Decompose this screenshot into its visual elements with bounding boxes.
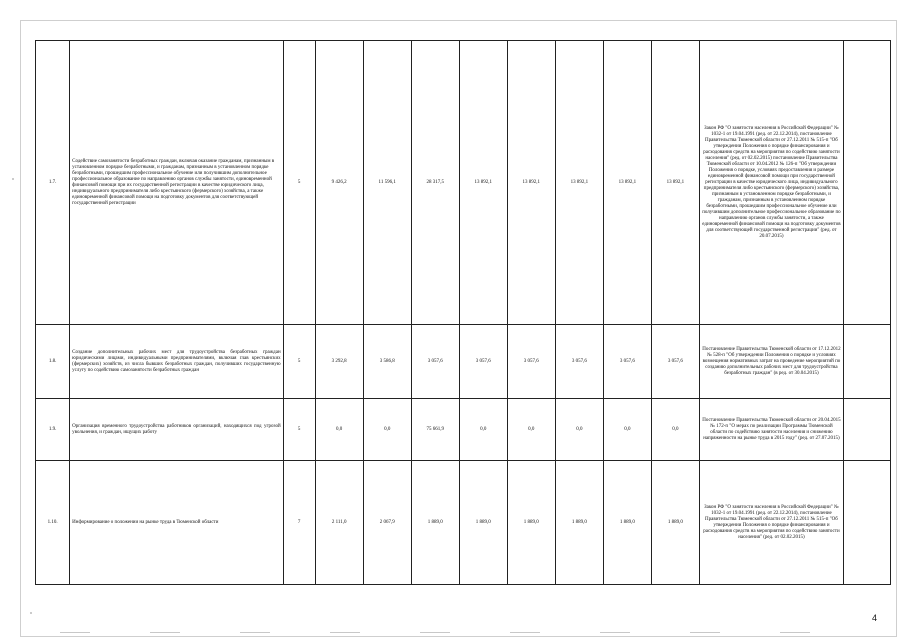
measure-description: Создание дополнительных рабочих мест для трудоустройства безработных граждан юридическими лицами, индивидуальными предпринимателями, включая глав крестьянских (фермерских) хозяйств, из числа бывших безработных граждан, получивших государственную услугу по содействию самозанятости безработных граждан <box>70 325 283 399</box>
amount-cell: 0,0 <box>363 399 411 461</box>
amount-cell: 13 892,1 <box>651 41 699 325</box>
amount-cell: 0,0 <box>555 399 603 461</box>
row-number: 1.7. <box>36 41 70 325</box>
row-number: 1.10. <box>36 461 70 585</box>
amount-cell: 13 892,1 <box>459 41 507 325</box>
empty-cell <box>843 325 890 399</box>
amount-cell: 28 317,5 <box>411 41 459 325</box>
measure-code: 7 <box>283 461 315 585</box>
amount-cell: 1 889,0 <box>411 461 459 585</box>
amount-cell: 13 892,1 <box>507 41 555 325</box>
measure-code: 5 <box>283 41 315 325</box>
amount-cell: 1 889,0 <box>459 461 507 585</box>
amount-cell: 13 892,1 <box>603 41 651 325</box>
amount-cell: 0,0 <box>315 399 363 461</box>
scan-artifact <box>60 632 90 633</box>
amount-cell: 1 889,0 <box>603 461 651 585</box>
table-row <box>36 41 891 325</box>
amount-cell: 3 057,6 <box>603 325 651 399</box>
amount-cell: 3 057,6 <box>651 325 699 399</box>
scan-artifact <box>12 178 14 180</box>
legal-basis: Закон РФ "О занятости населения в Российской Федерации" № 1032-1 от 19.04.1991 (ред. от 22.12.2014), постановление Правительства Тюменской области от 27.12.2011 № 515-п "Об утверждении Положения о порядке финансирования и расходования средств на мероприятия по содействию занятости населения" (ред. от 02.02.2015) постановление Правительства Тюменской области от 10.04.2012 № 126-п "Об утверждении Положения о порядке, условиях предоставления и размере единовременной финансовой помощи при государственной регистрации в качестве юридического лица, индивидуального предпринимателя либо крестьянского (фермерского) хозяйства, признанным в установленном порядке безработными, и гражданам, признанным в установленном порядке безработными, прошедшим профессиональное обучение или получившим дополнительное профессиональное образование по направлению органов службы занятости, а также единовременной финансовой помощи на подготовку документов для соответствующей государственной регистрации" (ред. от 20.07.2015) <box>699 41 843 325</box>
amount-cell: 3 057,6 <box>411 325 459 399</box>
amount-cell: 75 661,9 <box>411 399 459 461</box>
amount-cell: 1 889,0 <box>507 461 555 585</box>
amount-cell: 0,0 <box>651 399 699 461</box>
amount-cell: 3 057,6 <box>555 325 603 399</box>
amount-cell: 0,0 <box>507 399 555 461</box>
empty-cell <box>843 41 890 325</box>
amount-cell: 0,0 <box>603 399 651 461</box>
scan-artifact <box>690 632 720 633</box>
amount-cell: 1 889,0 <box>555 461 603 585</box>
amount-cell: 3 057,6 <box>507 325 555 399</box>
legal-basis: Закон РФ "О занятости населения в Российской Федерации" № 1032-1 от 19.04.1991 (ред. от 22.12.2014), постановление Правительства Тюменской области от 27.12.2011 № 515-п "Об утверждении Положения о порядке финансирования и расходования средств на мероприятия по содействию занятости населения" (ред. от 02.02.2015) <box>699 461 843 585</box>
page-number: 4 <box>871 613 877 623</box>
amount-cell: 13 892,1 <box>555 41 603 325</box>
table-row <box>36 325 891 399</box>
measure-description: Содействие самозанятости безработных граждан, включая оказание гражданам, признанным в установленном порядке безработными, и гражданам, признанным в установленном порядке безработными, прошедшим профессиональное обучение или получившим дополнительное профессиональное образование по направлению органов службы занятости, единовременной финансовой помощи при их государственной регистрации в качестве юридического лица, индивидуального предпринимателя либо крестьянского (фермерского) хозяйства, а также единовременной финансовой помощи на подготовку документов для соответствующей государственной регистрации <box>70 41 283 325</box>
measure-code: 5 <box>283 325 315 399</box>
scan-artifact <box>240 632 270 633</box>
scan-artifact <box>420 632 450 633</box>
legal-basis: Постановление Правительства Тюменской области от 17.12.2012 № 528-п "Об утверждении Положения о порядке и условиях возмещения нормативных затрат на проведение мероприятий по созданию дополнительных рабочих мест для трудоустройства безработных граждан" (в ред. от 30.04.2015) <box>699 325 843 399</box>
row-number: 1.8. <box>36 325 70 399</box>
measure-description: Информирование о положении на рынке труда в Тюменской области <box>70 461 283 585</box>
amount-cell: 2 067,9 <box>363 461 411 585</box>
empty-cell <box>843 399 890 461</box>
scan-artifact <box>150 632 180 633</box>
legal-basis: Постановление Правительства Тюменской области от 20.04.2015 № 172-п "О мерах по реализации Программы Тюменской области по содействию занятости населения и снижению напряженности на рынке труда в 2015 году" (ред. от 27.07.2015) <box>699 399 843 461</box>
program-measures-table <box>35 40 891 585</box>
scan-artifact <box>780 632 810 633</box>
measure-description: Организация временного трудоустройства работников организаций, находящихся под угрозой увольнения, и граждан, ищущих работу <box>70 399 283 461</box>
amount-cell: 1 889,0 <box>651 461 699 585</box>
table-row <box>36 461 891 585</box>
table-row <box>36 399 891 461</box>
scan-artifact <box>600 632 630 633</box>
amount-cell: 9 426,2 <box>315 41 363 325</box>
scan-artifact <box>30 612 32 614</box>
amount-cell: 3 057,6 <box>459 325 507 399</box>
row-number: 1.9. <box>36 399 70 461</box>
amount-cell: 2 111,0 <box>315 461 363 585</box>
scan-artifact <box>330 632 360 633</box>
amount-cell: 0,0 <box>459 399 507 461</box>
empty-cell <box>843 461 890 585</box>
scan-artifact <box>510 632 540 633</box>
amount-cell: 3 292,8 <box>315 325 363 399</box>
measure-code: 5 <box>283 399 315 461</box>
amount-cell: 11 596,1 <box>363 41 411 325</box>
amount-cell: 3 586,8 <box>363 325 411 399</box>
